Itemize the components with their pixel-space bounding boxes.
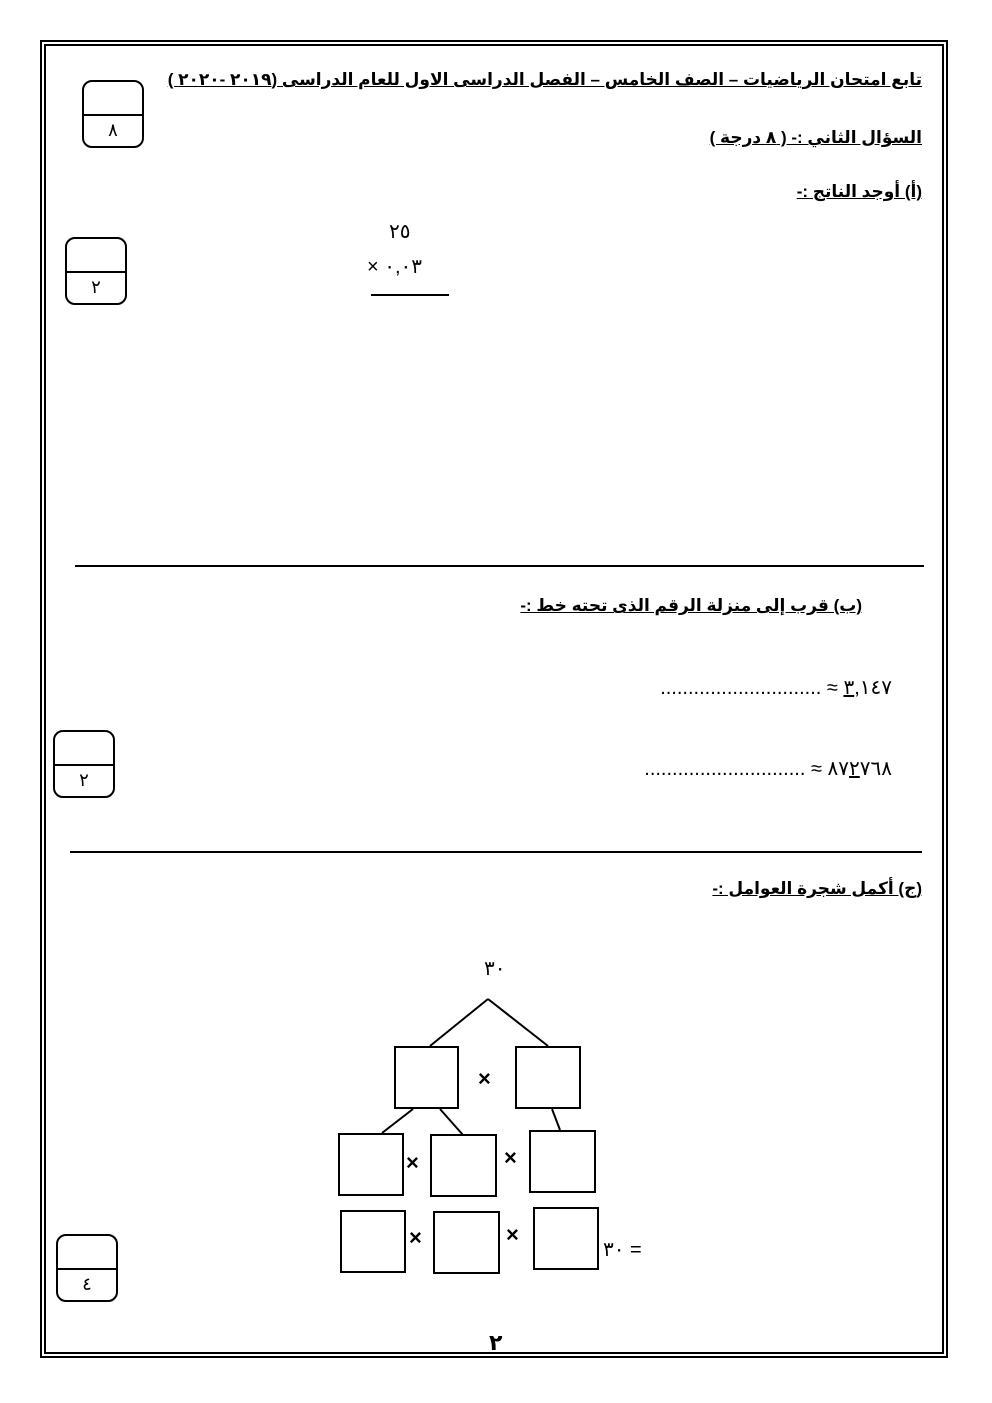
approx-symbol: ≈ bbox=[810, 758, 822, 780]
times-symbol: × bbox=[478, 1066, 491, 1091]
factor-box[interactable] bbox=[529, 1130, 596, 1193]
product-equals-label: = ٣٠ bbox=[603, 1239, 642, 1261]
multiplier: ٠,٠٣ × bbox=[367, 256, 423, 278]
part-a-score-value: ٢ bbox=[91, 277, 101, 297]
times-symbol: × bbox=[506, 1222, 519, 1247]
factor-box[interactable] bbox=[433, 1211, 500, 1274]
times-symbol: × bbox=[406, 1150, 419, 1175]
factor-box[interactable] bbox=[515, 1046, 581, 1109]
approx-symbol: ≈ bbox=[826, 677, 838, 699]
part-c-title: (ج) أكمل شجرة العوامل :- bbox=[712, 879, 922, 898]
rounding-2-lead: ٨٧ bbox=[827, 758, 850, 780]
rounding-1-underlined-digit: ٣ bbox=[843, 677, 855, 699]
times-symbol: × bbox=[504, 1145, 517, 1170]
part-b-title: (ب) قرب إلى منزلة الرقم الذى تحته خط :- bbox=[520, 596, 862, 615]
factor-box[interactable] bbox=[533, 1207, 599, 1270]
part-c-score-value: ٤ bbox=[82, 1274, 92, 1294]
score-divider bbox=[58, 1268, 116, 1270]
total-score-value: ٨ bbox=[108, 120, 118, 140]
part-a-title: (أ) أوجد الناتج :- bbox=[796, 182, 922, 201]
factor-box[interactable] bbox=[430, 1134, 497, 1197]
tree-branch bbox=[430, 999, 488, 1046]
factor-box[interactable] bbox=[340, 1210, 406, 1273]
question-2-title: السؤال الثاني :- ( ٨ درجة ) bbox=[709, 128, 922, 147]
part-c-score-box bbox=[56, 1234, 118, 1302]
answer-blank-2[interactable]: ............................. bbox=[644, 758, 806, 780]
rounding-2-rest: ٧٦٨ bbox=[859, 758, 892, 780]
answer-blank-1[interactable]: ............................. bbox=[660, 677, 822, 699]
page-number: ٢ bbox=[489, 1330, 503, 1355]
tree-branch bbox=[382, 1109, 413, 1133]
factor-tree-root: ٣٠ bbox=[484, 958, 506, 980]
rounding-1-rest: ,١٤٧ bbox=[854, 677, 892, 699]
tree-branch bbox=[440, 1109, 463, 1135]
part-b-score-value: ٢ bbox=[79, 770, 89, 790]
exam-header-title: تابع امتحان الرياضيات – الصف الخامس – الفصل الدراسى الاول للعام الدراسى (٢٠١٩ -٢٠٢٠ ) bbox=[167, 70, 922, 89]
factor-box[interactable] bbox=[338, 1133, 404, 1196]
multiplicand: ٢٥ bbox=[389, 221, 411, 243]
rounding-2-underlined-digit: ٢ bbox=[849, 758, 860, 780]
times-symbol: × bbox=[409, 1225, 422, 1250]
tree-branch bbox=[488, 999, 548, 1046]
tree-branch bbox=[552, 1109, 560, 1130]
factor-box[interactable] bbox=[394, 1046, 459, 1109]
